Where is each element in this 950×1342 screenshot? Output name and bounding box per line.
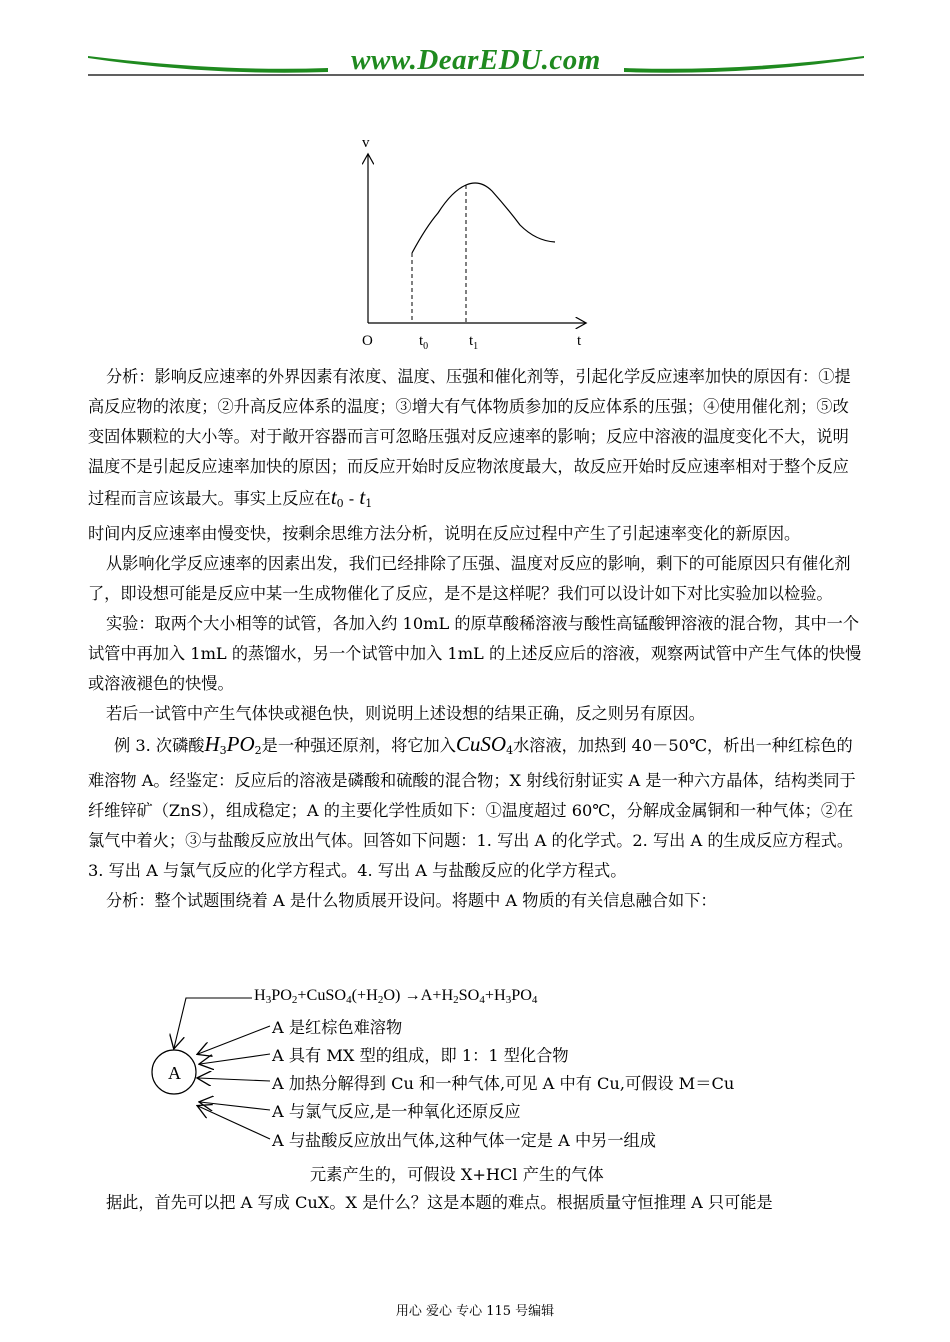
info-composition: A 具有 MX 型的组成，即 1：1 型化合物: [272, 1046, 569, 1065]
info-hcl-continued: 元素产生的，可假设 X+HCl 产生的气体: [310, 1165, 604, 1184]
info-hcl: A 与盐酸反应放出气体,这种气体一定是 A 中另一组成: [272, 1131, 656, 1150]
circle-label: A: [168, 1063, 181, 1083]
arrow-equation: [174, 998, 252, 1048]
hypothesis-paragraph: 从影响化学反应速率的因素出发，我们已经排除了压强、温度对反应的影响，剩下的可能原因只有催化剂了，即设想可能是反应中某一生成物催化了反应，是不是这样呢？我们可以设计如下对比实验加以检验。: [88, 554, 851, 603]
final-paragraph-text: 据此，首先可以把 A 写成 CuX。X 是什么？这是本题的难点。根据质量守恒推理 A 只可能是: [106, 1193, 773, 1212]
analysis-paragraph: 分析：影响反应速率的外界因素有浓度、温度、压强和催化剂等，引起化学反应速率加快的原因有：①提高反应物的浓度；②升高反应体系的温度；③增大有气体物质参加的反应体系的压强；④使用催化剂；⑤改变固体颗粒的大小等。对于敞开容器而言可忽略压强对反应速率的影响；反应中溶液的温度变化不大，说明温度不是引起反应速率加快的原因；而反应开始时反应物浓度最大，故反应开始时反应速率相对于整个反应过程而言应该最大。事实上反应在$t_0 - t_1$ 时间内反应速率由慢变快，按剩余思维方法分析，说明在反应过程中产生了引起速率变化的新原因。: [88, 367, 851, 543]
body-text: [88, 362, 864, 916]
arrow-hcl: [198, 1106, 270, 1139]
info-chlorine: A 与氯气反应,是一种氧化还原反应: [272, 1102, 521, 1121]
arrow-composition: [200, 1054, 270, 1064]
final-paragraph: [88, 1188, 864, 1218]
rate-curve: [412, 183, 555, 253]
example-analysis-paragraph: 分析：整个试题围绕着 A 是什么物质展开设问。将题中 A 物质的有关信息融合如下：: [106, 891, 717, 910]
page-header: [88, 40, 864, 80]
info-decomposition: A 加热分解得到 Cu 和一种气体,可见 A 中有 Cu,可假设 M＝Cu: [272, 1074, 735, 1093]
conclusion-paragraph: 若后一试管中产生气体快或褪色快，则说明上述设想的结果正确，反之则另有原因。: [106, 704, 705, 723]
t1-label: $t_1$: [469, 333, 479, 352]
origin-label: O: [362, 333, 373, 349]
arrow-decomposition: [198, 1078, 270, 1081]
arrow-color: [198, 1026, 270, 1054]
rate-time-graph: [340, 125, 600, 359]
info-diagram: [150, 984, 870, 1184]
reaction-equation: $H_3PO_2+CuSO_4(+H_2O) \to A+H_2SO_4+H_3PO_4$: [254, 986, 538, 1006]
page-footer: 用心 爱心 专心 115 号编辑: [395, 1304, 555, 1319]
info-color: A 是红棕色难溶物: [272, 1018, 403, 1037]
y-axis-label: v: [362, 135, 370, 151]
t0-label: $t_0$: [419, 333, 429, 352]
arrow-chlorine: [200, 1102, 270, 1110]
example-paragraph: 例 3. 次磷酸$H_3PO_2$是一种强还原剂，将它加入CuSO$_4$水溶液，加热到 40－50℃，析出一种红棕色的难溶物 A。经鉴定：反应后的溶液是磷酸和硫酸的混合物；X 射线衍射证实 A 是一种六方晶体，结构类同于纤维锌矿（ZnS），组成稳定；A 的主要化学性质如下：①温度超过 60℃，分解成金属铜和一种气体；②在氯气中着火；③与盐酸反应放出气体。回答如下问题：1. 写出 A 的化学式。2. 写出 A 的生成反应方程式。3. 写出 A 与氯气反应的化学方程式。4. 写出 A 与盐酸反应的化学方程式。: [88, 732, 856, 880]
x-axis-label: t: [577, 333, 582, 349]
site-title: www.DearEDU.com: [351, 44, 601, 76]
experiment-paragraph: 实验：取两个大小相等的试管，各加入约 10mL 的原草酸稀溶液与酸性高锰酸钾溶液的混合物，其中一个试管中再加入 1mL 的蒸馏水，另一个试管中加入 1mL 的上述反应后的溶液，观察两试管中产生气体的快慢或溶液褪色的快慢。: [88, 614, 862, 693]
graph-svg: [340, 125, 600, 355]
